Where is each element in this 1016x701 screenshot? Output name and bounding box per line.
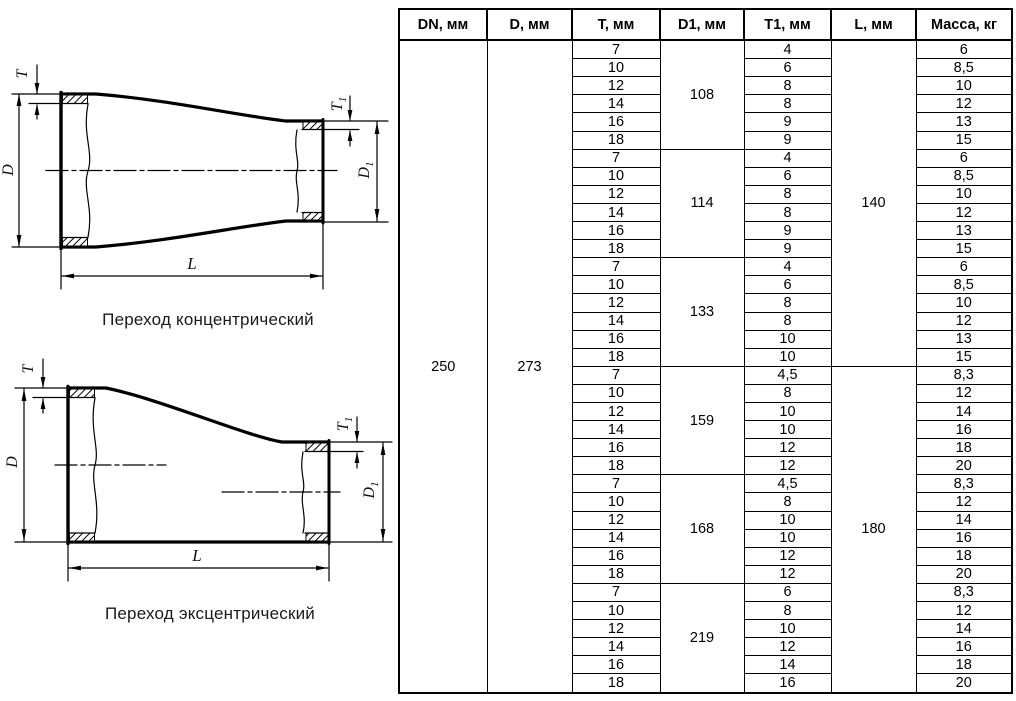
mass-value: 8,5: [916, 59, 1012, 77]
t1-value: 8: [744, 95, 831, 113]
t-value: 14: [572, 312, 660, 330]
t-value: 18: [572, 131, 660, 149]
t1-value: 9: [744, 222, 831, 240]
mass-value: 6: [916, 149, 1012, 167]
t-value: 14: [572, 421, 660, 439]
t-value: 18: [572, 457, 660, 475]
column-header: D1, мм: [660, 9, 744, 40]
t1-value: 10: [744, 529, 831, 547]
mass-value: 12: [916, 203, 1012, 221]
mass-value: 15: [916, 348, 1012, 366]
t1-value: 14: [744, 656, 831, 674]
mass-value: 12: [916, 384, 1012, 402]
t1-value: 10: [744, 511, 831, 529]
mass-value: 16: [916, 638, 1012, 656]
dim-label-T: T: [20, 364, 37, 374]
t-value: 10: [572, 59, 660, 77]
mass-value: 12: [916, 602, 1012, 620]
mass-value: 13: [916, 113, 1012, 131]
dim-label-D: D: [4, 456, 21, 468]
t-value: 18: [572, 348, 660, 366]
column-header: L, мм: [831, 9, 916, 40]
t1-value: 16: [744, 674, 831, 693]
mass-value: 6: [916, 258, 1012, 276]
t1-value: 10: [744, 620, 831, 638]
column-header: T, мм: [572, 9, 660, 40]
dim-label-L: L: [187, 254, 197, 273]
t1-value: 4,5: [744, 475, 831, 493]
mass-value: 14: [916, 402, 1012, 420]
t1-value: 10: [744, 348, 831, 366]
mass-value: 8,3: [916, 366, 1012, 384]
dim-label-D: D: [0, 164, 17, 176]
t1-value: 12: [744, 638, 831, 656]
t-value: 12: [572, 511, 660, 529]
d1-value: 168: [660, 475, 744, 584]
t1-value: 8: [744, 384, 831, 402]
dimension-arrows: [17, 83, 380, 278]
t1-value: 12: [744, 547, 831, 565]
mass-value: 8,5: [916, 167, 1012, 185]
dim-label-D1: $D_1$: [360, 481, 382, 499]
t-value: 14: [572, 203, 660, 221]
t1-value: 9: [744, 113, 831, 131]
mass-value: 20: [916, 457, 1012, 475]
t1-value: 8: [744, 77, 831, 95]
dimensions-table: [398, 8, 1013, 694]
mass-value: 8,3: [916, 583, 1012, 601]
column-header: T1, мм: [744, 9, 831, 40]
eccentric-reducer-drawing: [15, 359, 392, 581]
t1-value: 4: [744, 258, 831, 276]
t-value: 7: [572, 475, 660, 493]
concentric-caption: Переход концентрический: [102, 310, 314, 329]
t1-value: 8: [744, 312, 831, 330]
t1-value: 8: [744, 493, 831, 511]
l-value: 180: [831, 366, 916, 693]
t1-value: 12: [744, 565, 831, 583]
mass-value: 10: [916, 294, 1012, 312]
mass-value: 13: [916, 222, 1012, 240]
d1-value: 114: [660, 149, 744, 258]
t-value: 10: [572, 602, 660, 620]
t-value: 10: [572, 493, 660, 511]
dim-label-L: L: [192, 546, 202, 565]
t1-value: 9: [744, 131, 831, 149]
t-value: 16: [572, 330, 660, 348]
d1-value: 108: [660, 40, 744, 149]
t1-value: 12: [744, 439, 831, 457]
t-value: 16: [572, 222, 660, 240]
t-value: 16: [572, 439, 660, 457]
mass-value: 15: [916, 240, 1012, 258]
t1-value: 10: [744, 402, 831, 420]
mass-value: 8,5: [916, 276, 1012, 294]
t1-value: 12: [744, 457, 831, 475]
t1-value: 4: [744, 149, 831, 167]
t-value: 16: [572, 113, 660, 131]
t-value: 16: [572, 656, 660, 674]
dim-label-T1: $T_1$: [334, 416, 356, 432]
mass-value: 13: [916, 330, 1012, 348]
mass-value: 10: [916, 185, 1012, 203]
t-value: 7: [572, 149, 660, 167]
t-value: 7: [572, 583, 660, 601]
t-value: 18: [572, 674, 660, 693]
mass-value: 15: [916, 131, 1012, 149]
t1-value: 6: [744, 583, 831, 601]
mass-value: 18: [916, 656, 1012, 674]
t-value: 7: [572, 258, 660, 276]
t-value: 10: [572, 167, 660, 185]
dim-label-T1: $T_1$: [328, 96, 350, 112]
t1-value: 10: [744, 421, 831, 439]
t1-value: 10: [744, 330, 831, 348]
t-value: 14: [572, 529, 660, 547]
t1-value: 4,5: [744, 366, 831, 384]
t-value: 12: [572, 294, 660, 312]
d1-value: 159: [660, 366, 744, 475]
mass-value: 12: [916, 493, 1012, 511]
dim-label-D1: $D_1$: [355, 161, 377, 179]
dn-value: 250: [399, 40, 487, 693]
d1-value: 219: [660, 583, 744, 693]
t-value: 10: [572, 384, 660, 402]
d-value: 273: [487, 40, 572, 693]
mass-value: 12: [916, 95, 1012, 113]
t1-value: 8: [744, 185, 831, 203]
t1-value: 8: [744, 203, 831, 221]
l-value: 140: [831, 40, 916, 366]
t-value: 12: [572, 620, 660, 638]
t-value: 12: [572, 185, 660, 203]
mass-value: 18: [916, 439, 1012, 457]
mass-value: 20: [916, 565, 1012, 583]
t1-value: 8: [744, 294, 831, 312]
table-row: [399, 40, 1012, 59]
mass-value: 10: [916, 77, 1012, 95]
mass-value: 12: [916, 312, 1012, 330]
mass-value: 6: [916, 40, 1012, 59]
column-header: D, мм: [487, 9, 572, 40]
t-value: 12: [572, 77, 660, 95]
t1-value: 8: [744, 602, 831, 620]
mass-value: 16: [916, 421, 1012, 439]
t1-value: 9: [744, 240, 831, 258]
drawings-panel: [0, 0, 397, 701]
column-header: Масса, кг: [916, 9, 1012, 40]
t1-value: 6: [744, 167, 831, 185]
t-value: 12: [572, 402, 660, 420]
t-value: 18: [572, 565, 660, 583]
mass-value: 16: [916, 529, 1012, 547]
t1-value: 6: [744, 59, 831, 77]
t-value: 7: [572, 40, 660, 59]
t-value: 7: [572, 366, 660, 384]
column-header: DN, мм: [399, 9, 487, 40]
mass-value: 20: [916, 674, 1012, 693]
t-value: 14: [572, 95, 660, 113]
mass-value: 18: [916, 547, 1012, 565]
t1-value: 4: [744, 40, 831, 59]
eccentric-caption: Переход эксцентрический: [104, 604, 315, 623]
mass-value: 14: [916, 511, 1012, 529]
table-header-row: [399, 9, 1012, 40]
t-value: 16: [572, 547, 660, 565]
mass-value: 14: [916, 620, 1012, 638]
d1-value: 133: [660, 258, 744, 367]
t-value: 14: [572, 638, 660, 656]
t1-value: 6: [744, 276, 831, 294]
mass-value: 8,3: [916, 475, 1012, 493]
dim-label-T: T: [14, 69, 31, 79]
t-value: 18: [572, 240, 660, 258]
t-value: 10: [572, 276, 660, 294]
